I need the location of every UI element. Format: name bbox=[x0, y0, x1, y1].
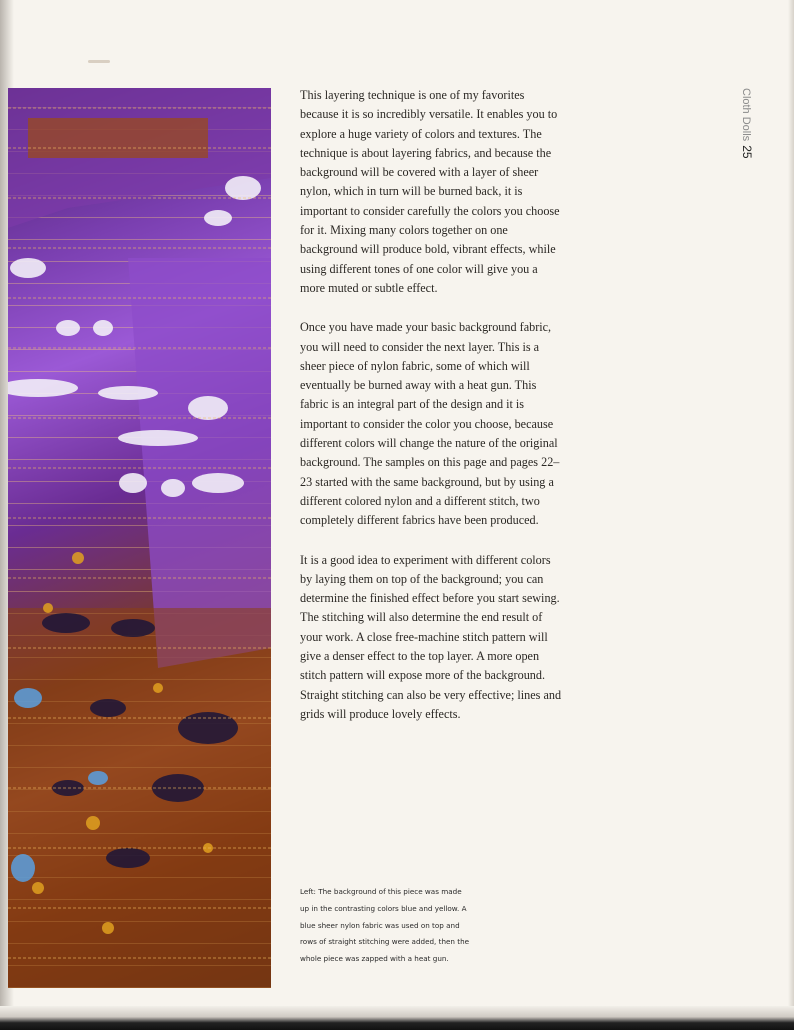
page-number: 25 bbox=[740, 145, 754, 159]
lower-rust-area bbox=[8, 608, 271, 988]
running-head bbox=[732, 88, 762, 168]
article-body bbox=[300, 86, 565, 744]
paragraph-1: This layering technique is one of my favorites because it is so incredibly versatile. It enables you to explore a huge variety of colors and textures. The technique is about layering fabrics, and because the background will be covered with a layer of sheer nylon, which in turn will be burned back, it is important to consider carefully the colors you choose for it. Mixing many colors together on one background will produce bold, vibrant effects, while using different tones of one color will give you a more muted or subtle effect. bbox=[300, 88, 560, 295]
fabric-photo bbox=[8, 88, 271, 988]
page-bottom-edge bbox=[0, 1006, 794, 1030]
paper-speck bbox=[88, 60, 110, 63]
page-right-edge bbox=[788, 0, 794, 1030]
paragraph-2: Once you have made your basic background fabric, you will need to consider the next layer. This is a sheer piece of nylon fabric, some of which will eventually be burned away with a heat gun. This fabric is an integral part of the design and it is important to consider the color you choose, because different colors will change the nature of the original background. The samples on this page and pages 22–23 started with the same background, but by using a different colored nylon and a different stitch, two completely different fabrics have been produced. bbox=[300, 320, 560, 528]
purple-panel bbox=[128, 258, 271, 668]
photo-caption: Left: The background of this piece was made up in the contrasting colors blue and yellow. A blue sheer nylon fabric was used on top and rows of straight stitching were added, then the whole piece was zapped with a heat gun. bbox=[300, 887, 470, 964]
section-title: Cloth Dolls bbox=[740, 88, 752, 142]
paragraph-3: It is a good idea to experiment with different colors by laying them on top of the background; you can determine the finished effect before you start sewing. The stitching will also determine the end result of your work. A close free-machine stitch pattern will give a denser effect to the top layer. A more open stitch pattern will expose more of the background. Straight stitching can also be very effective; lines and grids will produce lovely effects. bbox=[300, 552, 562, 721]
rust-band bbox=[28, 118, 208, 158]
fabric-texture bbox=[8, 88, 271, 988]
